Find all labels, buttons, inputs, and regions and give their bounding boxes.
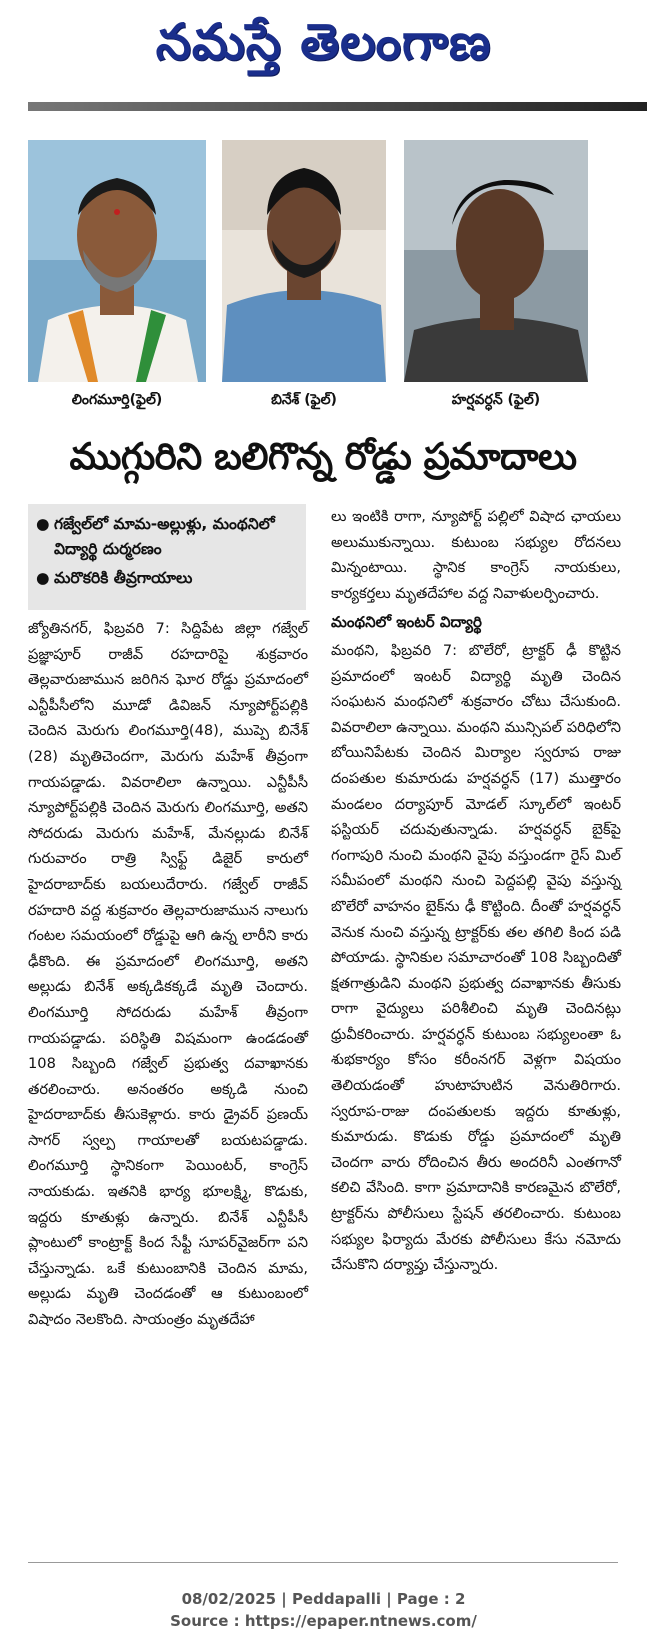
article-column-1 <box>28 616 308 1333</box>
highlights-box <box>28 504 306 610</box>
portrait-man-1 <box>28 140 206 382</box>
photo-harshavardhan <box>404 140 588 382</box>
article-column-2 <box>331 504 621 1278</box>
footer-rule <box>28 1562 618 1563</box>
highlight-item: ● గజ్వేల్‌లో మామ-అల్లుళ్లు, మంథనిలో విద్యార్థి దుర్మరణం <box>36 512 298 562</box>
portrait-man-2 <box>222 140 386 382</box>
highlight-item: ● మరొకరికి తీవ్రగాయాలు <box>36 566 298 591</box>
masthead-rule <box>28 102 647 111</box>
photo-caption-2: బినేశ్ (ఫైల్) <box>271 392 337 408</box>
article-paragraph: లు ఇంటికి రాగా, న్యూపోర్ట్ పల్లిలో విషాద ఛాయలు అలుముకున్నాయి. కుటుంబ సభ్యుల రోదనలు మిన్నంటాయి. స్థానిక కాంగ్రెస్ నాయకులు, కార్యకర్తలు మృతదేహాల వద్ద నివాళులర్పించారు. <box>331 508 621 602</box>
bullet-icon: ● <box>36 569 50 587</box>
masthead <box>0 0 647 96</box>
bullet-icon: ● <box>36 515 50 533</box>
footer-date-edition: 08/02/2025 | Peddapalli | Page : 2 <box>181 1590 466 1608</box>
photo-binesh <box>222 140 386 382</box>
photo-lingamurthy <box>28 140 206 382</box>
footer-source: Source : https://epaper.ntnews.com/ <box>170 1612 477 1630</box>
subheading: మంథనిలో ఇంటర్ విద్యార్థి <box>331 613 482 632</box>
headline: ముగ్గురిని బలిగొన్న రోడ్డు ప్రమాదాలు <box>69 435 577 478</box>
article-paragraph: మంథని, ఫిబ్రవరి 7: బొలేరో, ట్రాక్టర్ ఢీ కొట్టిన ప్రమాదంలో ఇంటర్ విద్యార్థి మృతి చెందిన సంఘటన మంథనిలో శుక్రవారం చోటు చేసుకుంది. వివరాలిలా ఉన్నాయి. మంథని మున్సిపల్ పరిధిలోని బోయినిపేటకు చెందిన మిర్యాల స్వరూప రాజు దంపతుల కుమారుడు హర్షవర్ధన్ (17) ముత్తారం మండలం దర్యాపూర్ మోడల్ స్కూల్‌లో ఇంటర్ ఫస్టియర్ చదువుతున్నాడు. హర్షవర్ధన్ బైక్‌పై గంగాపురి నుంచి మంథని వైపు వస్తుండగా రైస్ మిల్ సమీపంలో మంథని నుంచి పెద్దపల్లి వైపు వస్తున్న బొలేరో వాహనం బైక్‌ను ఢీ కొట్టింది. దీంతో హర్షవర్ధన్ వెనుక నుంచి వస్తున్న ట్రాక్టర్‌కు తల తగిలి కింద పడి పోయాడు. స్థానికుల సమాచారంతో 108 సిబ్బందితో క్షతగాత్రుడిని మంథని ప్రభుత్వ దవాఖానకు తీసుకు రాగా వైద్యులు పరిశీలించి మృతి చెందినట్లు ధ్రువీకరించారు. హర్షవర్ధన్ కుటుంబ సభ్యులంతా ఓ శుభకార్యం కోసం కరీంనగర్ వెళ్లగా విషయం తెలియడంతో హుటాహుటిన వెనుతిరిగారు. స్వరూప-రాజు దంపతులకు ఇద్దరు కూతుళ్లు, కుమారుడు. కొడుకు రోడ్డు ప్రమాదంలో మృతి చెందగా వారు రోదించిన తీరు అందరినీ ఎంతగానో కలిచి వేసింది. కాగా ప్రమాదానికి కారణమైన బొలేరో, ట్రాక్టర్‌ను పోలీసులు స్టేషన్ తరలించారు. కుటుంబ సభ్యుల ఫిర్యాదు మేరకు పోలీసులు కేసు నమోదు చేసుకొని దర్యాప్తు చేస్తున్నారు. <box>331 641 621 1274</box>
newspaper-logo: నమస్తే తెలంగాణ <box>155 12 492 71</box>
photo-caption-1: లింగమూర్తి(ఫైల్) <box>71 392 163 408</box>
portrait-boy <box>404 140 588 382</box>
photo-row <box>0 140 647 410</box>
article-paragraph: జ్యోతినగర్, ఫిబ్రవరి 7: సిద్దిపేట జిల్లా గజ్వేల్ ప్రజ్ఞాపూర్ రాజీవ్ రహదారిపై శుక్రవారం తెల్లవారుజామున జరిగిన ఘోర రోడ్డు ప్రమాదంలో ఎన్టీపీసీలోని మూడో డివిజన్ న్యూపోర్ట్‌పల్లికి చెందిన మెరుగు లింగమూర్తి(48), ముప్పె బినేశ్ (28) మృతిచెందగా, మెరుగు మహేశ్ తీవ్రంగా గాయపడ్డాడు. వివరాలిలా ఉన్నాయి. ఎన్టీపీసీ న్యూపోర్ట్‌పల్లికి చెందిన మెరుగు లింగమూర్తి, అతని సోదరుడు మెరుగు మహేశ్, మేనల్లుడు బినేశ్ గురువారం రాత్రి స్విఫ్ట్ డిజైర్ కారులో హైదరాబాద్‌కు బయలుదేరారు. గజ్వేల్ రాజీవ్ రహదారి వద్ద శుక్రవారం తెల్లవారుజామున నాలుగు గంటల సమయంలో రోడ్డుపై ఆగి ఉన్న లారీని కారు ఢీకొంది. ఈ ప్రమాదంలో లింగమూర్తి, అతని అల్లుడు బినేశ్ అక్కడికక్కడే మృతి చెందారు. లింగమూర్తి సోదరుడు మహేశ్ తీవ్రంగా గాయపడ్డాడు. పరిస్థితి విషమంగా ఉండడంతో 108 సిబ్బంది గజ్వేల్ ప్రభుత్వ దవాఖానకు తరలించారు. అనంతరం అక్కడి నుంచి హైదరాబాద్‌కు తీసుకెళ్లారు. కారు డ్రైవర్ ప్రణయ్ సాగర్ స్వల్ప గాయాలతో బయటపడ్డాడు. లింగమూర్తి స్థానికంగా పెయింటర్, కాంగ్రెస్ నాయకుడు. ఇతనికి భార్య భూలక్ష్మి, కొడుకు, ఇద్దరు కూతుళ్లు ఉన్నారు. బినేశ్ ఎన్టీపీసీ ప్లాంటులో కాంట్రాక్ట్ కింద సేఫ్టీ సూపర్‌వైజర్‌గా పని చేస్తున్నాడు. ఒకే కుటుంబానికి చెందిన మామ, అల్లుడు మృతి చెందడంతో ఆ కుటుంబంలో విషాదం నెలకొంది. సాయంత్రం మృతదేహా <box>28 620 308 1329</box>
photo-caption-3: హర్షవర్ధన్ (ఫైల్) <box>451 392 541 408</box>
